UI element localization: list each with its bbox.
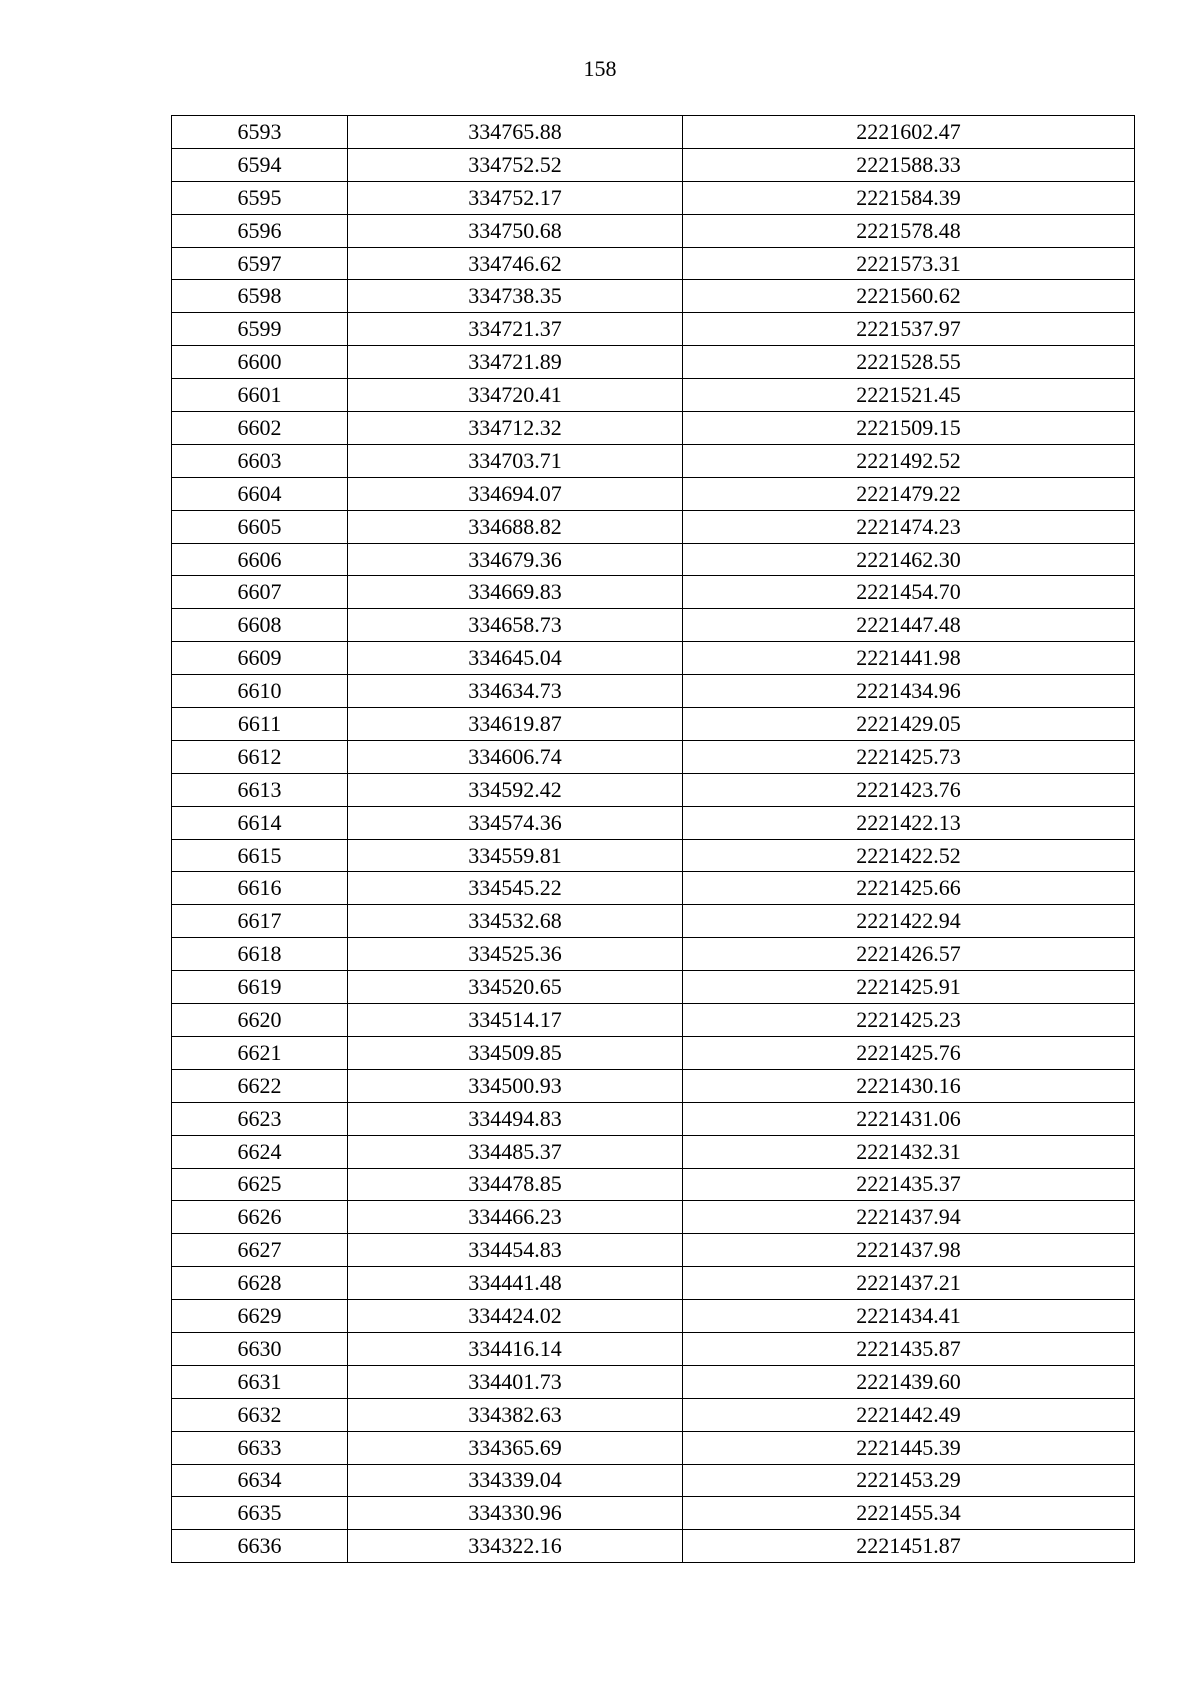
point-number-cell: 6599 <box>172 313 348 346</box>
x-coordinate-cell: 334545.22 <box>348 872 683 905</box>
table-row <box>172 1069 1135 1102</box>
point-number-cell: 6608 <box>172 609 348 642</box>
x-coordinate-cell: 334330.96 <box>348 1497 683 1530</box>
table-row <box>172 839 1135 872</box>
x-coordinate-cell: 334634.73 <box>348 675 683 708</box>
point-number-cell: 6626 <box>172 1201 348 1234</box>
point-number-cell: 6595 <box>172 181 348 214</box>
table-row <box>172 1135 1135 1168</box>
point-number-cell: 6625 <box>172 1168 348 1201</box>
y-coordinate-cell: 2221429.05 <box>683 708 1135 741</box>
table-row <box>172 740 1135 773</box>
y-coordinate-cell: 2221425.23 <box>683 1004 1135 1037</box>
x-coordinate-cell: 334494.83 <box>348 1102 683 1135</box>
table-row <box>172 872 1135 905</box>
coordinates-table-body <box>172 116 1135 1563</box>
x-coordinate-cell: 334478.85 <box>348 1168 683 1201</box>
x-coordinate-cell: 334365.69 <box>348 1431 683 1464</box>
point-number-cell: 6596 <box>172 214 348 247</box>
x-coordinate-cell: 334658.73 <box>348 609 683 642</box>
y-coordinate-cell: 2221437.98 <box>683 1234 1135 1267</box>
table-row <box>172 1530 1135 1563</box>
table-row <box>172 1300 1135 1333</box>
x-coordinate-cell: 334688.82 <box>348 510 683 543</box>
table-row <box>172 675 1135 708</box>
x-coordinate-cell: 334525.36 <box>348 938 683 971</box>
table-row <box>172 1464 1135 1497</box>
x-coordinate-cell: 334416.14 <box>348 1332 683 1365</box>
table-row <box>172 1201 1135 1234</box>
table-row <box>172 938 1135 971</box>
y-coordinate-cell: 2221430.16 <box>683 1069 1135 1102</box>
y-coordinate-cell: 2221560.62 <box>683 280 1135 313</box>
table-row <box>172 379 1135 412</box>
x-coordinate-cell: 334752.17 <box>348 181 683 214</box>
point-number-cell: 6607 <box>172 576 348 609</box>
point-number-cell: 6628 <box>172 1267 348 1300</box>
x-coordinate-cell: 334721.37 <box>348 313 683 346</box>
table-row <box>172 510 1135 543</box>
point-number-cell: 6620 <box>172 1004 348 1037</box>
table-row <box>172 543 1135 576</box>
x-coordinate-cell: 334382.63 <box>348 1398 683 1431</box>
point-number-cell: 6622 <box>172 1069 348 1102</box>
y-coordinate-cell: 2221528.55 <box>683 346 1135 379</box>
table-row <box>172 148 1135 181</box>
y-coordinate-cell: 2221537.97 <box>683 313 1135 346</box>
x-coordinate-cell: 334703.71 <box>348 444 683 477</box>
table-row <box>172 905 1135 938</box>
point-number-cell: 6617 <box>172 905 348 938</box>
x-coordinate-cell: 334669.83 <box>348 576 683 609</box>
table-row <box>172 1267 1135 1300</box>
table-row <box>172 181 1135 214</box>
table-row <box>172 806 1135 839</box>
y-coordinate-cell: 2221432.31 <box>683 1135 1135 1168</box>
point-number-cell: 6627 <box>172 1234 348 1267</box>
table-row <box>172 444 1135 477</box>
point-number-cell: 6634 <box>172 1464 348 1497</box>
table-row <box>172 1102 1135 1135</box>
x-coordinate-cell: 334712.32 <box>348 412 683 445</box>
y-coordinate-cell: 2221588.33 <box>683 148 1135 181</box>
y-coordinate-cell: 2221492.52 <box>683 444 1135 477</box>
y-coordinate-cell: 2221425.76 <box>683 1036 1135 1069</box>
y-coordinate-cell: 2221453.29 <box>683 1464 1135 1497</box>
point-number-cell: 6623 <box>172 1102 348 1135</box>
point-number-cell: 6619 <box>172 971 348 1004</box>
point-number-cell: 6601 <box>172 379 348 412</box>
coordinates-table <box>171 115 1135 1563</box>
y-coordinate-cell: 2221573.31 <box>683 247 1135 280</box>
table-row <box>172 280 1135 313</box>
point-number-cell: 6614 <box>172 806 348 839</box>
point-number-cell: 6624 <box>172 1135 348 1168</box>
x-coordinate-cell: 334509.85 <box>348 1036 683 1069</box>
y-coordinate-cell: 2221425.73 <box>683 740 1135 773</box>
x-coordinate-cell: 334339.04 <box>348 1464 683 1497</box>
x-coordinate-cell: 334645.04 <box>348 642 683 675</box>
y-coordinate-cell: 2221437.94 <box>683 1201 1135 1234</box>
x-coordinate-cell: 334454.83 <box>348 1234 683 1267</box>
point-number-cell: 6604 <box>172 477 348 510</box>
point-number-cell: 6615 <box>172 839 348 872</box>
point-number-cell: 6632 <box>172 1398 348 1431</box>
y-coordinate-cell: 2221425.66 <box>683 872 1135 905</box>
point-number-cell: 6618 <box>172 938 348 971</box>
table-row <box>172 1036 1135 1069</box>
y-coordinate-cell: 2221422.13 <box>683 806 1135 839</box>
point-number-cell: 6602 <box>172 412 348 445</box>
table-row <box>172 576 1135 609</box>
y-coordinate-cell: 2221445.39 <box>683 1431 1135 1464</box>
point-number-cell: 6600 <box>172 346 348 379</box>
point-number-cell: 6629 <box>172 1300 348 1333</box>
y-coordinate-cell: 2221509.15 <box>683 412 1135 445</box>
table-row <box>172 609 1135 642</box>
x-coordinate-cell: 334401.73 <box>348 1365 683 1398</box>
table-row <box>172 346 1135 379</box>
y-coordinate-cell: 2221441.98 <box>683 642 1135 675</box>
y-coordinate-cell: 2221474.23 <box>683 510 1135 543</box>
y-coordinate-cell: 2221426.57 <box>683 938 1135 971</box>
x-coordinate-cell: 334619.87 <box>348 708 683 741</box>
y-coordinate-cell: 2221454.70 <box>683 576 1135 609</box>
y-coordinate-cell: 2221521.45 <box>683 379 1135 412</box>
x-coordinate-cell: 334441.48 <box>348 1267 683 1300</box>
point-number-cell: 6606 <box>172 543 348 576</box>
point-number-cell: 6610 <box>172 675 348 708</box>
point-number-cell: 6636 <box>172 1530 348 1563</box>
x-coordinate-cell: 334752.52 <box>348 148 683 181</box>
y-coordinate-cell: 2221434.96 <box>683 675 1135 708</box>
point-number-cell: 6633 <box>172 1431 348 1464</box>
table-row <box>172 1004 1135 1037</box>
y-coordinate-cell: 2221422.94 <box>683 905 1135 938</box>
x-coordinate-cell: 334424.02 <box>348 1300 683 1333</box>
x-coordinate-cell: 334765.88 <box>348 116 683 149</box>
x-coordinate-cell: 334485.37 <box>348 1135 683 1168</box>
table-row <box>172 477 1135 510</box>
point-number-cell: 6635 <box>172 1497 348 1530</box>
y-coordinate-cell: 2221447.48 <box>683 609 1135 642</box>
y-coordinate-cell: 2221602.47 <box>683 116 1135 149</box>
point-number-cell: 6630 <box>172 1332 348 1365</box>
table-row <box>172 1365 1135 1398</box>
y-coordinate-cell: 2221435.87 <box>683 1332 1135 1365</box>
table-row <box>172 1398 1135 1431</box>
y-coordinate-cell: 2221479.22 <box>683 477 1135 510</box>
point-number-cell: 6612 <box>172 740 348 773</box>
table-row <box>172 1332 1135 1365</box>
x-coordinate-cell: 334500.93 <box>348 1069 683 1102</box>
x-coordinate-cell: 334574.36 <box>348 806 683 839</box>
x-coordinate-cell: 334559.81 <box>348 839 683 872</box>
y-coordinate-cell: 2221462.30 <box>683 543 1135 576</box>
table-row <box>172 708 1135 741</box>
y-coordinate-cell: 2221422.52 <box>683 839 1135 872</box>
y-coordinate-cell: 2221439.60 <box>683 1365 1135 1398</box>
x-coordinate-cell: 334514.17 <box>348 1004 683 1037</box>
table-row <box>172 412 1135 445</box>
x-coordinate-cell: 334694.07 <box>348 477 683 510</box>
x-coordinate-cell: 334592.42 <box>348 773 683 806</box>
table-row <box>172 773 1135 806</box>
x-coordinate-cell: 334750.68 <box>348 214 683 247</box>
table-row <box>172 116 1135 149</box>
x-coordinate-cell: 334721.89 <box>348 346 683 379</box>
x-coordinate-cell: 334720.41 <box>348 379 683 412</box>
x-coordinate-cell: 334738.35 <box>348 280 683 313</box>
table-row <box>172 1168 1135 1201</box>
y-coordinate-cell: 2221578.48 <box>683 214 1135 247</box>
x-coordinate-cell: 334520.65 <box>348 971 683 1004</box>
table-row <box>172 313 1135 346</box>
point-number-cell: 6613 <box>172 773 348 806</box>
x-coordinate-cell: 334746.62 <box>348 247 683 280</box>
table-row <box>172 971 1135 1004</box>
point-number-cell: 6597 <box>172 247 348 280</box>
table-row <box>172 1497 1135 1530</box>
point-number-cell: 6631 <box>172 1365 348 1398</box>
x-coordinate-cell: 334532.68 <box>348 905 683 938</box>
point-number-cell: 6621 <box>172 1036 348 1069</box>
y-coordinate-cell: 2221584.39 <box>683 181 1135 214</box>
x-coordinate-cell: 334606.74 <box>348 740 683 773</box>
point-number-cell: 6603 <box>172 444 348 477</box>
point-number-cell: 6593 <box>172 116 348 149</box>
y-coordinate-cell: 2221455.34 <box>683 1497 1135 1530</box>
point-number-cell: 6605 <box>172 510 348 543</box>
point-number-cell: 6616 <box>172 872 348 905</box>
point-number-cell: 6609 <box>172 642 348 675</box>
y-coordinate-cell: 2221431.06 <box>683 1102 1135 1135</box>
x-coordinate-cell: 334466.23 <box>348 1201 683 1234</box>
table-row <box>172 642 1135 675</box>
y-coordinate-cell: 2221425.91 <box>683 971 1135 1004</box>
x-coordinate-cell: 334679.36 <box>348 543 683 576</box>
page-number: 158 <box>583 56 617 81</box>
y-coordinate-cell: 2221451.87 <box>683 1530 1135 1563</box>
table-row <box>172 1431 1135 1464</box>
point-number-cell: 6611 <box>172 708 348 741</box>
table-row <box>172 247 1135 280</box>
point-number-cell: 6598 <box>172 280 348 313</box>
y-coordinate-cell: 2221423.76 <box>683 773 1135 806</box>
y-coordinate-cell: 2221435.37 <box>683 1168 1135 1201</box>
y-coordinate-cell: 2221442.49 <box>683 1398 1135 1431</box>
table-row <box>172 214 1135 247</box>
point-number-cell: 6594 <box>172 148 348 181</box>
x-coordinate-cell: 334322.16 <box>348 1530 683 1563</box>
table-row <box>172 1234 1135 1267</box>
y-coordinate-cell: 2221437.21 <box>683 1267 1135 1300</box>
y-coordinate-cell: 2221434.41 <box>683 1300 1135 1333</box>
